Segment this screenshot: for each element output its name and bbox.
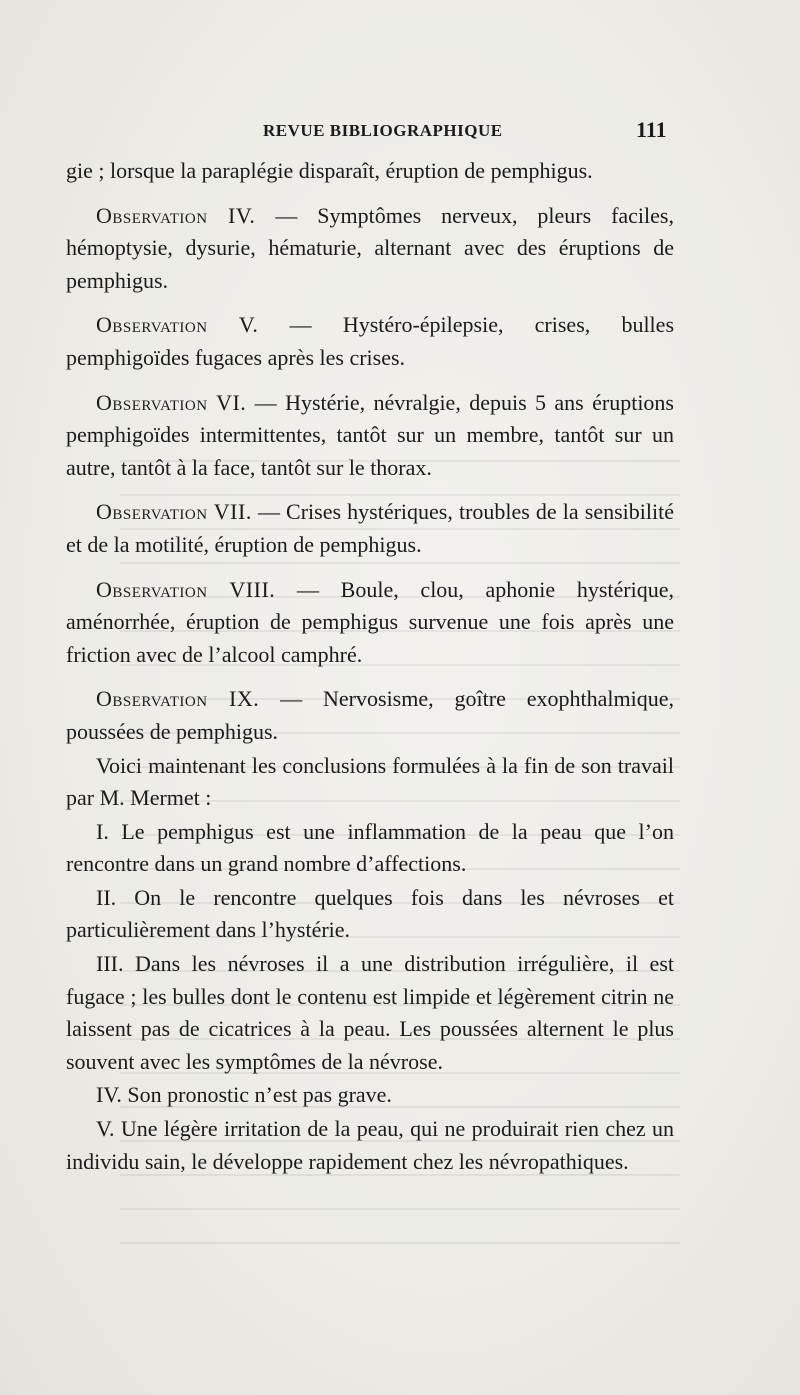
conclusions-intro [66,750,674,815]
page-header [0,115,800,145]
paragraph-continuation [66,155,674,188]
conclusion-v [66,1113,674,1178]
observation-vii [66,496,674,561]
paragraph-text: gie ; lorsque la paraplégie disparaît, éruption de pemphigus. [66,158,593,183]
conclusion-ii [66,882,674,947]
observation-v [66,309,674,374]
observation-iv [66,200,674,298]
running-title: REVUE BIBLIOGRAPHIQUE [263,121,503,140]
paragraph-text: — Hystéro-épilepsie, crises, bulles pemphigoïdes fugaces après les crises. [66,312,674,370]
paragraph-text: II. On le rencontre quelques fois dans les névroses et particulièrement dans l’hystérie. [66,884,674,943]
paragraph-text: — Symptômes nerveux, pleurs faciles, hémoptysie, dysurie, hématurie, alternant avec des éruptions de pemphigus. [66,202,674,293]
paragraph-text: I. Le pemphigus est une inflammation de la peau que l’on rencontre dans un grand nombre d’affections. [66,818,674,877]
observation-heading: Observation VI. [96,389,247,415]
paragraph-text: III. Dans les névroses il a une distribution irrégulière, il est fugace ; les bulles dont le contenu est limpide et légèrement citrin ne laissent pas de cicatrices à la peau. Les poussées alternent le plus souvent avec les symptômes de la névrose. [66,951,674,1074]
conclusion-i [66,816,674,881]
paragraph-text: — Nervosisme, goître exophthalmique, poussées de pemphigus. [66,686,674,744]
observation-heading: Observation VIII. [96,576,276,602]
paragraph-text: — Boule, clou, aphonie hystérique, aménorrhée, éruption de pemphigus survenue une fois après une friction avec de l’alcool camphré. [66,576,674,667]
paragraph-text: — Hystérie, névralgie, depuis 5 ans éruptions pemphigoïdes intermittentes, tantôt sur un membre, tantôt sur un autre, tantôt à la face, tantôt sur le thorax. [66,389,674,480]
observation-ix [66,683,674,748]
paragraph-text: V. Une légère irritation de la peau, qui ne produirait rien chez un individu sain, le développe rapidement chez les névropathiques. [66,1116,674,1174]
observation-heading: Observation VII. [96,499,252,525]
body-text [66,155,674,1179]
page-number: 111 [636,117,667,142]
observation-heading: Observation V. [96,312,259,338]
paragraph-text: Voici maintenant les conclusions formulées à la fin de son travail par M. Mermet : [66,752,674,811]
paragraph-text: IV. Son pronostic n’est pas grave. [96,1082,392,1108]
observation-heading: Observation IV. [96,202,256,228]
paragraph-text: — Crises hystériques, troubles de la sensibilité et de la motilité, éruption de pemphigus. [66,499,674,557]
conclusion-iv [66,1079,674,1112]
conclusion-iii [66,948,674,1078]
observation-viii [66,574,674,672]
observation-vi [66,387,674,485]
observation-heading: Observation IX. [96,686,260,712]
